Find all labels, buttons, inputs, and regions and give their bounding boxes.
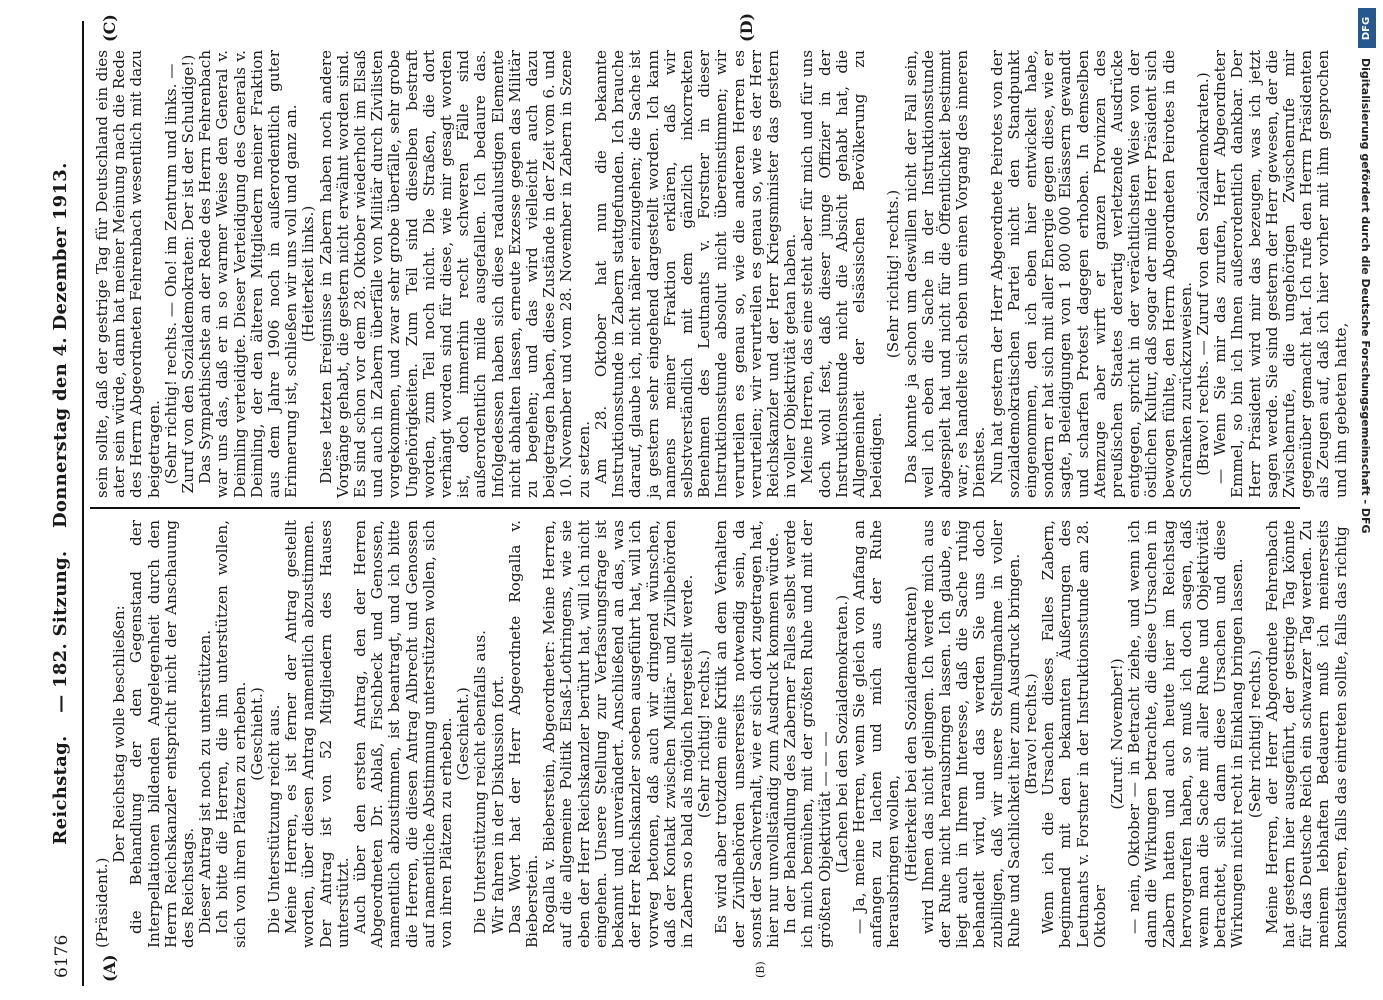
page-body <box>42 12 1350 986</box>
digitization-credit: Digitalisierung gefördert durch die Deutsche Forschungsgemeinschaft - DFG <box>1359 58 1372 534</box>
right-column <box>93 50 1350 498</box>
paragraph: In der Behandlung des Zaberner Falles selbst werde ich mich bemühen, mit der größten Ruhe und mit der größten Objektivität — — — <box>781 520 834 948</box>
paragraph: sein sollte, daß der gestrige Tag für Deutschland ein dies ater sein würde, dann hat meiner Meinung nach die Rede des Herrn Abgeordneten Fehrenbach wesentlich mit dazu beigetragen. <box>93 50 163 498</box>
header-session: — 182. Sitzung. <box>50 550 71 713</box>
paragraph: — nein, Oktober — in Betracht ziehe, und wenn ich dann die Wirkungen betrachte, die diese Ursachen in Zabern hatten und auch heute hier im Reichstag hervorgerufen haben, so muß ich doch sagen, daß wenn man die Sache mit aller Ruhe und Objektivität betrachtet, sich dann diese Ursachen und diese Wirkungen nicht recht in Einklang bringen lassen. <box>1125 520 1247 948</box>
interjection: (Bravo! rechts.) <box>1021 673 1040 795</box>
running-title <box>50 21 71 986</box>
interjection: (Sehr richtig! rechts.) <box>1245 649 1264 819</box>
interjection: (Heiterkeit bei den Sozialdemokraten) <box>901 586 920 882</box>
header-institution: Reichstag. <box>50 735 71 845</box>
paragraph: Das konnte ja schon um deswillen nicht der Fall sein, weil ich eben die Sache in der Instruktionsstunde abgespielt hat und nicht für die Öffentlichkeit bestimmt war; es handelte sich eben um einen Vorgang des inneren Dienstes. <box>901 50 989 498</box>
paragraph: (Präsident.) <box>93 857 111 948</box>
paragraph: Rogalla v. Bieberstein, Abgeordneter: Meine Herren, auf die allgemeine Politik Elsaß-Lothringens, wie sie eben der Herr Reichskanzler berührt hat, will ich nicht eingehen. Unsere Stellung zur Verfassungsfrage ist bekannt und unverändert. Anschließend an das, was der Herr Reichskanzler soeben ausgeführt hat, will ich vorweg betonen, daß auch wir dringend wünschen, daß der Kontakt zwischen Militär- und Zivilbehörden in Zabern so bald als möglich hergestellt werde. <box>540 520 696 948</box>
paragraph: Das Sympathischste an der Rede des Herrn Fehrenbach war uns das, daß er in so warmer Weise den General v. Deimling verteidigte. Dieser Verteidigung des Generals v. Deimling, der den älteren Mitgliedern meiner Fraktion aus dem Jahre 1906 noch in außerordentlich guter Erinnerung ist, schließen wir uns voll und ganz an. <box>196 50 301 498</box>
paragraph: die Behandlung der den Gegenstand der Interpellationen bildenden Angelegenheit durch den Herrn Reichskanzler entspricht nicht der Anschauung des Reichstags. <box>127 520 198 948</box>
paragraph: Dieser Antrag ist noch zu unterstützen. <box>196 629 215 934</box>
interjection: (Bravo! rechts. — Zuruf von den Sozialdemokraten.) <box>1194 72 1212 476</box>
interjection: (Sehr richtig! rechts.) <box>695 649 714 819</box>
left-column <box>93 520 1350 948</box>
paragraph: Diese letzten Ereignisse in Zabern haben noch andere Vorgänge gehabt, die gestern nicht erwähnt worden sind. Es sind schon vor dem 28. Oktober wiederholt im Elsaß und auch in Zabern überfälle von Militär durch Zivilisten vorgekommen, und zwar sehr grobe überfälle, sehr grobe Ungehörigkeiten. Zum Teil sind dieselben bestraft worden, zum Teil noch nicht. Die Straßen, die dort verhängt worden sind für diese, wie mir gesagt worden ist, doch immerhin recht schweren Fälle sind außerordentlich milde ausgefallen. Ich bedaure das. Infolgedessen haben sich diese radaulustigen Elemente nicht abhalten lassen, erneute Exzesse gegen das Militär zu begehen; und das wird vielleicht auch dazu beigetragen haben, diese Zustände in der Zeit vom 6. und 10. November und vom 28. November in Zabern in Szene zu setzen. <box>316 50 593 498</box>
paragraph: Meine Herren, der Herr Abgeordnete Fehrenbach hat gestern hier ausgeführt, der gestrige Tag könnte für das Deutsche Reich ein schwarzer Tag werden. Zu meinem lebhaften Bedauern muß ich meinerseits konstatieren, falls das eintreten sollte, falls das richtig <box>1262 520 1350 948</box>
margin-marker-a: (A) <box>100 954 119 982</box>
page-number: 6176 <box>52 934 72 978</box>
paragraph: Ich bitte die Herren, die ihn unterstützen wollen, sich von ihren Plätzen zu erheben. <box>213 520 249 948</box>
margin-marker-d: (D) <box>737 12 756 42</box>
paragraph: Auch über den ersten Antrag, den der Herren Abgeordneten Dr. Ablaß, Fischbeck und Genossen, namentlich abzustimmen, ist beantragt, und ich bitte die Herren, die diesen Antrag Albrecht und Genossen auf namentliche Abstimmung unterstützen wollen, sich von ihren Plätzen zu erheben. <box>351 520 456 948</box>
interjection: (Geschieht.) <box>454 687 473 781</box>
paragraph: wird Ihnen das nicht gelingen. Ich werde mich aus der Ruhe nicht herausbringen lassen. Ich glaube, es liegt auch in Ihrem Interesse, daß die Sache ruhig behandelt wird, und das werden Sie uns doch zubilligen, daß wir unsere Stellungnahme in voller Ruhe und Sachlichkeit hier zum Ausdruck bringen. <box>918 520 1023 948</box>
margin-marker-b: (B) <box>754 961 767 978</box>
paragraph: — Ja, meine Herren, wenn Sie gleich von Anfang an anfangen zu lachen und mich aus der Ruhe herausbringen wollen, <box>849 520 903 948</box>
paragraph: Am 28. Oktober hat nun die bekannte Instruktionsstunde in Zabern stattgefunden. Ich brauche darauf, glaube ich, nicht näher einzugehen; die Sache ist ja gestern sehr eingehend dargestellt worden. Ich kann namens meiner Fraktion erklären, daß wir selbstverständlich mit dem gänzlich inkorrekten Benehmen des Leutnants v. Forstner in dieser Instruktionsstunde absolut nicht übereinstimmen; wir verurteilen es genau so, wie die anderen Herren es verurteilen; wir verurteilen es genau so, wie es der Herr Reichskanzler und der Herr Kriegsminister das gestern in voller Objektivität getan haben. <box>591 50 800 498</box>
paragraph: Die Unterstützung reicht aus. <box>265 704 284 934</box>
interjection: (Sehr richtig! rechts. — Oho! im Zentrum und links. — Zuruf von den Sozialdemokraten: Der ist der Schuldige!) <box>161 54 198 494</box>
paragraph: Meine Herren, das eine steht aber für mich und für uns doch wohl fest, daß dieser junge Offizier in der Instruktionsstunde nicht die Absicht gehabt hat, die Allgemeinheit der elsässischen Bevölkerung zu beleidigen. <box>798 50 886 498</box>
header-date: Donnerstag den 4. Dezember 1913. <box>50 162 71 528</box>
interjection: Der Reichstag wolle beschließen: <box>110 605 129 863</box>
interjection: (Heiterkeit links.) <box>299 205 318 343</box>
interjection: (Geschieht.) <box>247 687 266 781</box>
interjection: (Zuruf: November!) <box>1107 658 1126 810</box>
page-header <box>42 21 84 986</box>
interjection: (Sehr richtig! rechts.) <box>884 189 903 359</box>
paragraph: Wir fahren in der Diskussion fort. <box>488 675 507 934</box>
dfg-logo: DFG <box>1358 8 1376 48</box>
paragraph: Meine Herren, es ist ferner der Antrag gestellt worden, über diesen Antrag namentlich abzustimmen. Der Antrag ist von 52 Mitgliedern des Hauses unterstützt. <box>282 520 352 948</box>
interjection: (Lachen bei den Sozialdemokraten.) <box>832 594 851 874</box>
paragraph: — Wenn Sie mir das zurufen, Herr Abgeordneter Emmel, so bin ich Ihnen außerordentlich dankbar. Der Herr Präsident wird mir das bezeugen, was ich jetzt sagen werde. Sie sind gestern der Herr gewesen, der die Zwischenrufe, die ungehörigen Zwischenrufe mir gegenüber gemacht hat. Ich rufe den Herrn Präsidenten als Zeugen auf, daß ich hier vorher mit ihm gesprochen und ihn gebeten hatte, <box>1211 50 1350 498</box>
paragraph: Das Wort hat der Herr Abgeordnete Rogalla v. Bieberstein. <box>505 520 542 948</box>
column-divider <box>90 507 1300 509</box>
paragraph: Wenn ich die Ursachen dieses Falles Zabern, beginnend mit den bekannten Äußerungen des Leutnants v. Forstner in der Instruktionsstunde am 28. Oktober <box>1039 520 1109 948</box>
margin-marker-c: (C) <box>100 14 119 42</box>
paragraph: Die Unterstützung reicht ebenfalls aus. <box>471 630 490 934</box>
paragraph: Es wird aber trotzdem eine Kritik an dem Verhalten der Zivilbehörden unsererseits notwendig sein, da sonst der Sachverhalt, wie er sich dort zugetragen hat, hier nur unvollständig zum Ausdruck kommen würde. <box>712 520 782 948</box>
paragraph: Nun hat gestern der Herr Abgeordnete Peirotes von der sozialdemokratischen Partei nicht den Standpunkt eingenommen, den ich eben hier entwickelt habe, sondern er hat sich mit aller Energie gegen diese, wie er sagte, Beleidigungen von 1 800 000 Elsässern gewandt und scharfen Protest dagegen erhoben. In demselben Atemzuge aber wirft er ganzen Provinzen des preußischen Staates derartig verletzende Ausdrücke entgegen, spricht in der verächtlichsten Weise von der östlichen Kultur, daß sogar der milde Herr Präsident sich bewogen fühlte, den Herrn Abgeordneten Peirotes in die Schranken zurückzuweisen. <box>987 50 1195 498</box>
